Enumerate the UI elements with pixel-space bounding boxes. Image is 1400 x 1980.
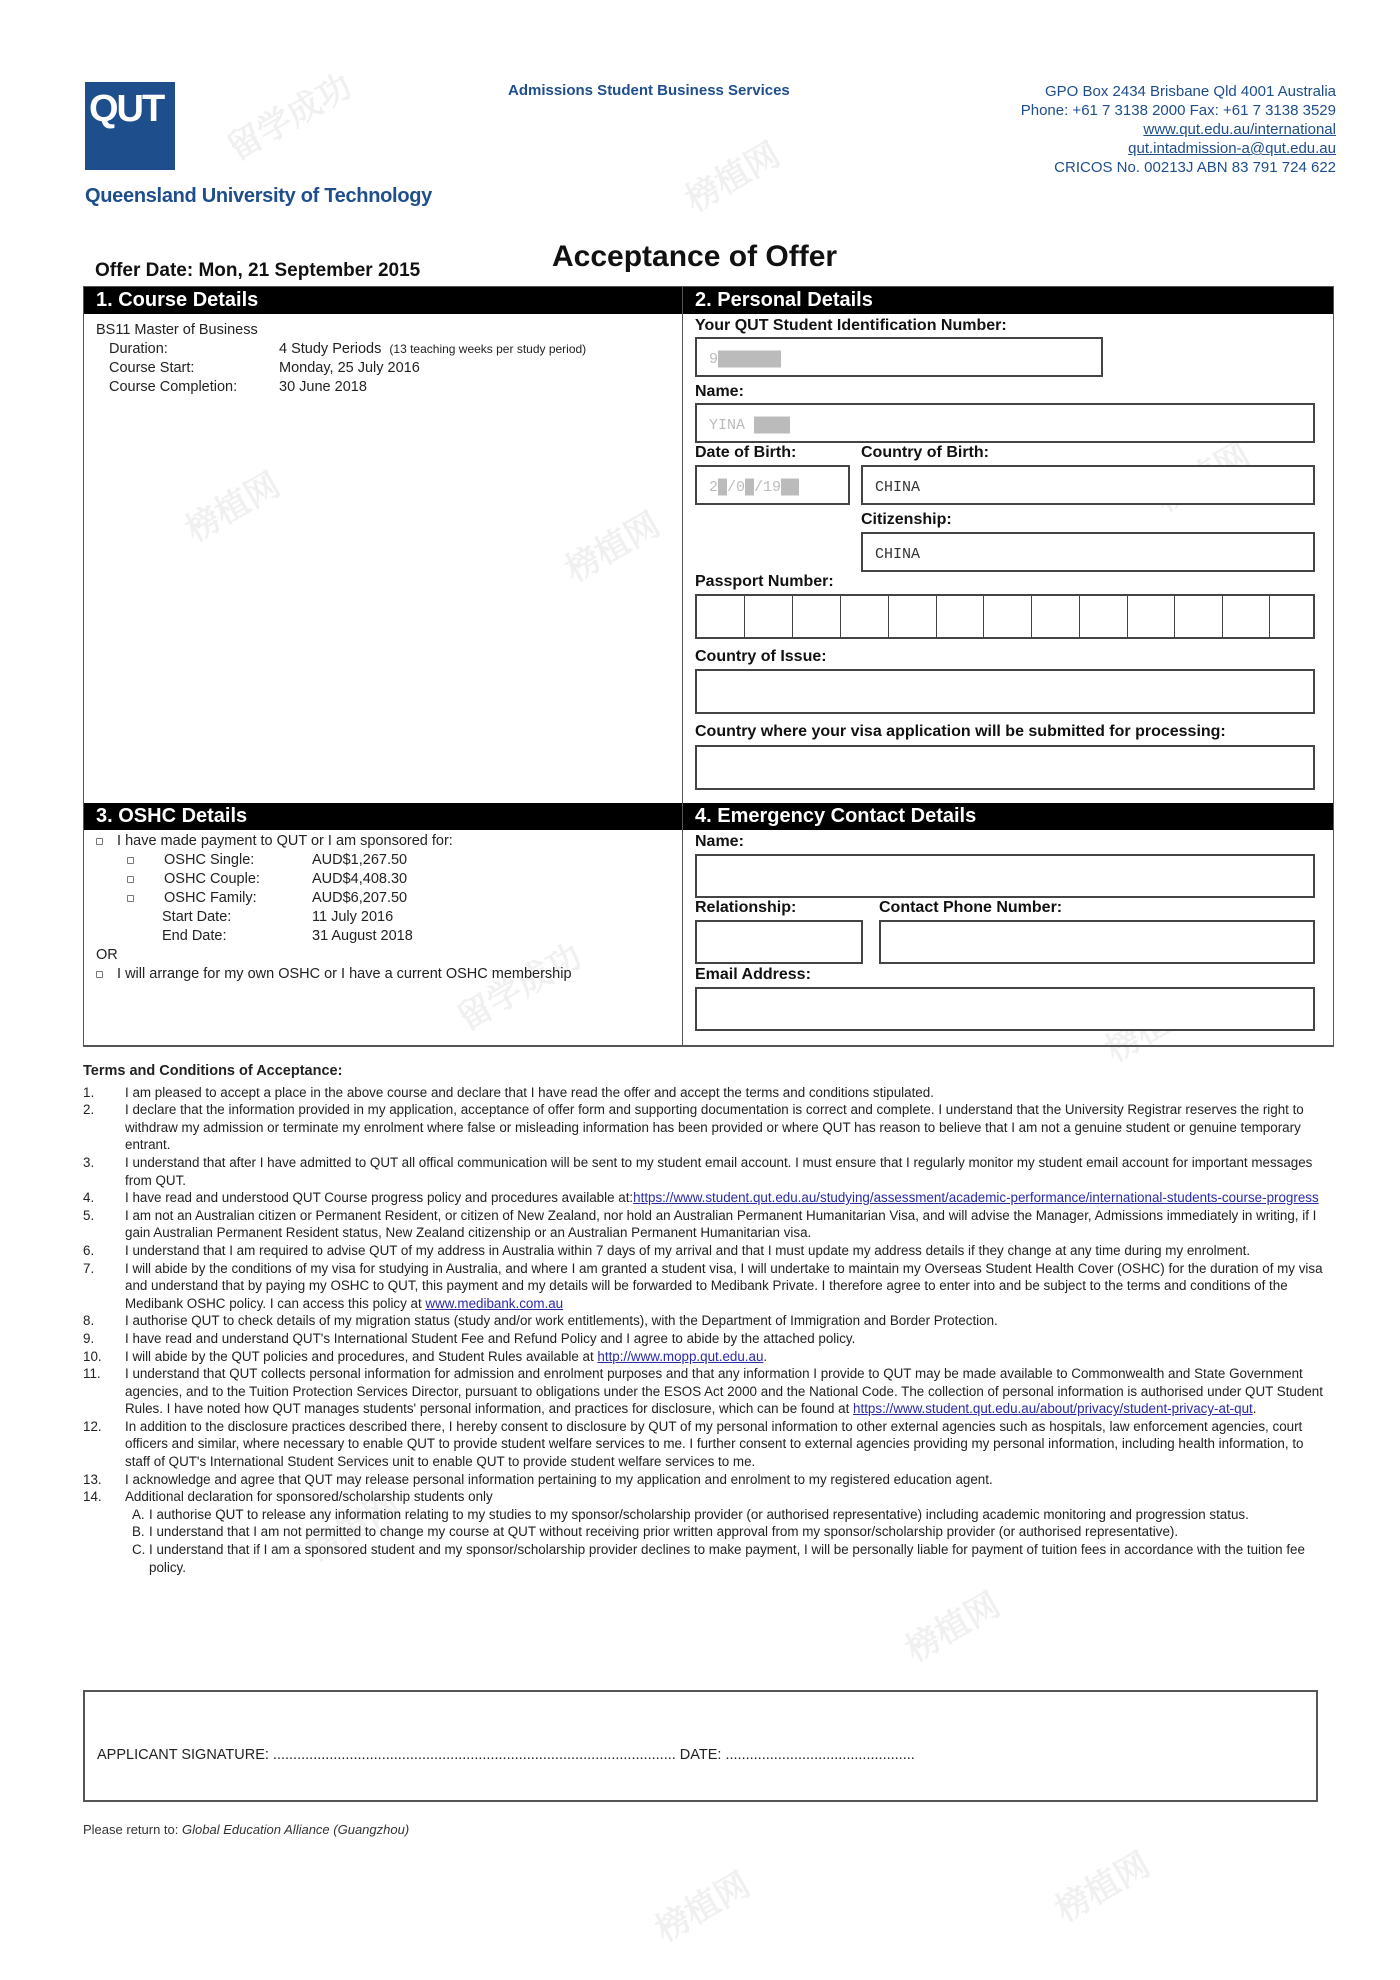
- term-number: 14.: [83, 1489, 102, 1505]
- passport-cell: [1031, 596, 1032, 637]
- oshc-start-label: Start Date:: [162, 909, 232, 925]
- checkbox-icon[interactable]: [127, 876, 134, 883]
- country-of-birth-label: Country of Birth:: [861, 444, 989, 461]
- oshc-start-value: 11 July 2016: [312, 909, 394, 925]
- sub-term-letter: C.: [132, 1542, 146, 1558]
- sub-term-item: [83, 1541, 1323, 1576]
- passport-cell: [840, 596, 841, 637]
- passport-cell: [888, 596, 889, 637]
- term-item: [83, 1471, 1323, 1489]
- country-of-birth-field[interactable]: CHINA: [861, 465, 1315, 505]
- oshc-end-label: End Date:: [162, 928, 227, 944]
- sub-term-letter: B.: [132, 1524, 145, 1540]
- term-item: [83, 1348, 1323, 1366]
- oshc-couple-label: OSHC Couple:: [164, 871, 260, 887]
- term-number: 6.: [83, 1242, 95, 1258]
- contact-phone-label: Contact Phone Number:: [879, 899, 1063, 916]
- website-link[interactable]: www.qut.edu.au/international: [1143, 121, 1336, 138]
- term-item: [83, 1330, 1323, 1348]
- return-label: Please return to:: [83, 1822, 182, 1837]
- term-number: 5.: [83, 1207, 95, 1223]
- oshc-option-own-label: I will arrange for my own OSHC or I have a current OSHC membership: [117, 966, 572, 982]
- dob-field[interactable]: 2█/0█/19██: [695, 465, 850, 505]
- term-text-body: I will abide by the conditions of my visa for studying in Australia, and where I am granted a student visa, I will undertake to maintain my Overseas Student Health Cover (OSHC) for the duration of my visa and understand that by paying my OSHC to QUT, this payment and my details will be forwarded to Medibank Private. I therefore agree to enter into and be subject to the terms and conditions of the Medibank OSHC policy. I can access this policy at: [125, 1260, 1323, 1311]
- duration-value: [279, 341, 586, 357]
- course-completion-label: Course Completion:: [109, 379, 238, 395]
- watermark: 榜植网: [1049, 1845, 1157, 1930]
- watermark: 榜植网: [179, 465, 287, 550]
- passport-cell: [1174, 596, 1175, 637]
- passport-cell: [1127, 596, 1128, 637]
- term-item: [83, 1260, 1323, 1313]
- term-text: [125, 1348, 1323, 1366]
- visa-country-field[interactable]: [695, 745, 1315, 790]
- watermark: 榜植网: [899, 1585, 1007, 1670]
- term-text: Additional declaration for sponsored/scholarship students only: [125, 1489, 493, 1505]
- term-item: [83, 1242, 1323, 1260]
- name-field[interactable]: YINA ████: [695, 403, 1315, 443]
- email-label: Email Address:: [695, 966, 811, 983]
- oshc-single-label: OSHC Single:: [164, 852, 255, 868]
- country-of-issue-label: Country of Issue:: [695, 648, 827, 665]
- term-number: 13.: [83, 1471, 102, 1487]
- return-note: [83, 1822, 409, 1837]
- term-item: [83, 1365, 1323, 1418]
- term-text: [125, 1260, 1323, 1313]
- oshc-family-row[interactable]: [127, 890, 257, 906]
- terms-section: [83, 1063, 1323, 1576]
- sub-term-text: I understand that I am not permitted to change my course at QUT without receiving prior written approval from my sponsor/scholarship provider (or authorised representative).: [149, 1524, 1179, 1540]
- oshc-option-paid-label: I have made payment to QUT or I am sponsored for:: [117, 833, 453, 849]
- term-text: [125, 1189, 1323, 1207]
- term-number: 7.: [83, 1260, 95, 1276]
- term-item: [83, 1312, 1323, 1330]
- term-text-body: I have read and understood QUT Course progress policy and procedures available at:: [125, 1190, 634, 1206]
- citizenship-field[interactable]: CHINA: [861, 532, 1315, 572]
- term-text: In addition to the disclosure practices described there, I hereby consent to disclosure by QUT of my personal information to other external agencies such as hospitals, law enforcement agencies, court officers and similar, where necessary to enable QUT to provide student welfare services to me. I further consent to external agencies providing my personal information, including health information, to staff of QUT's International Student Services unit to enable QUT to provide student welfare services to me.: [125, 1418, 1304, 1470]
- signature-line[interactable]: APPLICANT SIGNATURE: .................................................................................................... DATE: ...............................................: [97, 1747, 915, 1763]
- term-item: [83, 1418, 1323, 1471]
- term-number: 2.: [83, 1102, 95, 1118]
- cricos-abn: CRICOS No. 00213J ABN 83 791 724 622: [1054, 159, 1336, 176]
- term-number: 12.: [83, 1418, 102, 1434]
- passport-label: Passport Number:: [695, 573, 834, 590]
- passport-cell: [1269, 596, 1270, 637]
- oshc-or: OR: [96, 947, 118, 963]
- watermark: 榜植网: [679, 135, 787, 220]
- relationship-label: Relationship:: [695, 899, 797, 916]
- emergency-name-field[interactable]: [695, 854, 1315, 898]
- checkbox-icon[interactable]: [96, 971, 103, 978]
- page-title: Acceptance of Offer: [552, 240, 838, 273]
- term-number: 4.: [83, 1190, 95, 1206]
- terms-title: Terms and Conditions of Acceptance:: [83, 1063, 343, 1079]
- oshc-option-own[interactable]: [96, 966, 572, 982]
- oshc-family-label: OSHC Family:: [164, 890, 257, 906]
- sub-term-text: I authorise QUT to release any information relating to my studies to my sponsor/scholarship provider (or authorised representative) including academic monitoring and progression status.: [149, 1506, 1249, 1522]
- term-number: 9.: [83, 1330, 95, 1346]
- qut-logo: QUT: [85, 82, 175, 170]
- term-text: I understand that after I have admitted to QUT all offical communication will be sent to my student email account. I must ensure that I regularly monitor my student email account for important messages from QUT.: [125, 1154, 1313, 1188]
- sub-term-text: I understand that if I am a sponsored student and my sponsor/scholarship provider declines to make payment, I will be personally liable for payment of tuition fees in accordance with the tuition fee policy.: [149, 1542, 1305, 1575]
- term-item: [83, 1101, 1323, 1154]
- emergency-contact-section: [682, 803, 1334, 1047]
- term-text: I am pleased to accept a place in the above course and declare that I have read the offer and accept the terms and conditions stipulated.: [125, 1084, 934, 1100]
- duration-value-text: 4 Study Periods: [279, 341, 382, 357]
- contact-phone-field[interactable]: [879, 920, 1315, 964]
- term-text-end: .: [1252, 1401, 1257, 1417]
- passport-number-field[interactable]: [695, 594, 1315, 639]
- term-number: 8.: [83, 1313, 95, 1329]
- watermark: 榜植网: [559, 505, 667, 590]
- term-text: [125, 1365, 1323, 1418]
- checkbox-icon[interactable]: [127, 857, 134, 864]
- passport-cell: [744, 596, 745, 637]
- oshc-option-paid[interactable]: [96, 833, 453, 849]
- sub-term-item: [83, 1523, 1323, 1541]
- privacy-link[interactable]: https://www.student.qut.edu.au/about/privacy/student-privacy-at-qut: [853, 1401, 1253, 1417]
- emergency-heading: 4. Emergency Contact Details: [683, 803, 1333, 830]
- watermark: 留学成功: [451, 937, 589, 1038]
- term-item: [83, 1154, 1323, 1189]
- term-number: 3.: [83, 1154, 95, 1170]
- signature-box: [83, 1690, 1318, 1802]
- term-text: I acknowledge and agree that QUT may release personal information pertaining to my application and enrolment to my registered education agent.: [125, 1471, 993, 1487]
- term-text: I am not an Australian citizen or Permanent Resident, or citizen of New Zealand, nor hold an Australian Permanent Humanitarian Visa, and will advise the Manager, Admissions immediately in writing, if I gain Australian Permanent Resident status, New Zealand citizenship or an Australian Permanent Humanitarian visa.: [125, 1207, 1317, 1241]
- personal-details-heading: 2. Personal Details: [683, 287, 1333, 314]
- course-start-label: Course Start:: [109, 360, 195, 376]
- course-name: BS11 Master of Business: [96, 322, 258, 338]
- oshc-end-value: 31 August 2018: [312, 928, 413, 944]
- sub-term-item: [83, 1506, 1323, 1524]
- visa-country-label: Country where your visa application will be submitted for processing:: [695, 723, 1226, 740]
- watermark: 留学成功: [221, 67, 359, 168]
- mopp-link[interactable]: http://www.mopp.qut.edu.au: [597, 1348, 764, 1364]
- watermark: 榜植网: [299, 1485, 407, 1570]
- term-item: [83, 1084, 1323, 1102]
- student-id-label: Your QUT Student Identification Number:: [695, 317, 1007, 334]
- term-text: I have read and understand QUT's International Student Fee and Refund Policy and I agree to abide by the attached policy.: [125, 1330, 856, 1346]
- passport-cell: [983, 596, 984, 637]
- oshc-heading: 3. OSHC Details: [84, 803, 682, 830]
- checkbox-icon[interactable]: [127, 895, 134, 902]
- course-start-value: Monday, 25 July 2016: [279, 360, 420, 376]
- term-text-end: .: [763, 1348, 768, 1364]
- return-to-agent: Global Education Alliance (Guangzhou): [182, 1822, 410, 1837]
- watermark: 榜植网: [649, 1865, 757, 1950]
- checkbox-icon[interactable]: [96, 838, 103, 845]
- address: GPO Box 2434 Brisbane Qld 4001 Australia: [1044, 83, 1336, 100]
- course-details-heading: 1. Course Details: [84, 287, 682, 314]
- term-number: 11.: [83, 1366, 101, 1382]
- emergency-name-label: Name:: [695, 833, 744, 850]
- term-item: [83, 1488, 1323, 1506]
- term-text-body: I will abide by the QUT policies and procedures, and Student Rules available at: [125, 1348, 598, 1364]
- student-id-field[interactable]: 9███████: [695, 337, 1103, 377]
- passport-cell: [792, 596, 793, 637]
- offer-date: Offer Date: Mon, 21 September 2015: [95, 260, 421, 281]
- relationship-field[interactable]: [695, 920, 863, 964]
- oshc-couple-row[interactable]: [127, 871, 260, 887]
- duration-label: Duration:: [109, 341, 168, 357]
- dob-label: Date of Birth:: [695, 444, 797, 461]
- term-text-body: I understand that QUT collects personal information for admission and enrolment purposes and that any information I provide to QUT may be made available to Commonwealth and State Government agencies, and to the Tuition Protection Services Director, pursuant to obligations under the ESOS Act 2000 and the National Code. The collection of personal information is authorised under QUT Student Rules. I have noted how QUT manages students' personal information, and practices for disclosure, which can be found at: [125, 1366, 1323, 1417]
- term-item: [83, 1207, 1323, 1242]
- university-name: Queensland University of Technology: [85, 185, 432, 207]
- country-of-issue-field[interactable]: [695, 669, 1315, 714]
- oshc-family-value: AUD$6,207.50: [312, 890, 408, 906]
- email-field[interactable]: [695, 987, 1315, 1031]
- duration-note: (13 teaching weeks per study period): [389, 342, 587, 356]
- term-number: 1.: [83, 1084, 95, 1100]
- contact-block: [1021, 82, 1336, 177]
- email-link[interactable]: qut.intadmission-a@qut.edu.au: [1128, 140, 1336, 157]
- citizenship-label: Citizenship:: [861, 511, 952, 528]
- name-label: Name:: [695, 383, 744, 400]
- term-number: 10.: [83, 1348, 102, 1364]
- passport-cell: [936, 596, 937, 637]
- passport-cell: [1079, 596, 1080, 637]
- oshc-details-section: [83, 803, 683, 1047]
- oshc-single-row[interactable]: [127, 852, 254, 868]
- sub-term-letter: A.: [132, 1506, 145, 1522]
- medibank-link[interactable]: www.medibank.com.au: [425, 1295, 564, 1311]
- term-text: I understand that I am required to advise QUT of my address in Australia within 7 days of my arrival and that I must update my address details if they change at any time during my enrolment.: [125, 1242, 1251, 1258]
- passport-cell: [1222, 596, 1223, 637]
- oshc-single-value: AUD$1,267.50: [312, 852, 408, 868]
- term-text: I declare that the information provided in my application, acceptance of offer form and supporting documentation is correct and complete. I understand that the University Registrar reserves the right to withdraw my admission or terminate my enrolment where false or misleading information has been provided or where QUT has reason to believe that I am not a genuine student or genuine temporary entrant.: [125, 1102, 1304, 1153]
- department-name: Admissions Student Business Services: [508, 82, 790, 99]
- course-completion-value: 30 June 2018: [279, 379, 367, 395]
- term-item: [83, 1189, 1323, 1207]
- oshc-couple-value: AUD$4,408.30: [312, 871, 408, 887]
- phone-fax: Phone: +61 7 3138 2000 Fax: +61 7 3138 3529: [1020, 102, 1336, 119]
- course-progress-link[interactable]: https://www.student.qut.edu.au/studying/assessment/academic-performance/international-students-course-progress: [633, 1190, 1319, 1206]
- term-text: I authorise QUT to check details of my migration status (study and/or work entitlements), with the Department of Immigration and Border Protection.: [125, 1313, 998, 1329]
